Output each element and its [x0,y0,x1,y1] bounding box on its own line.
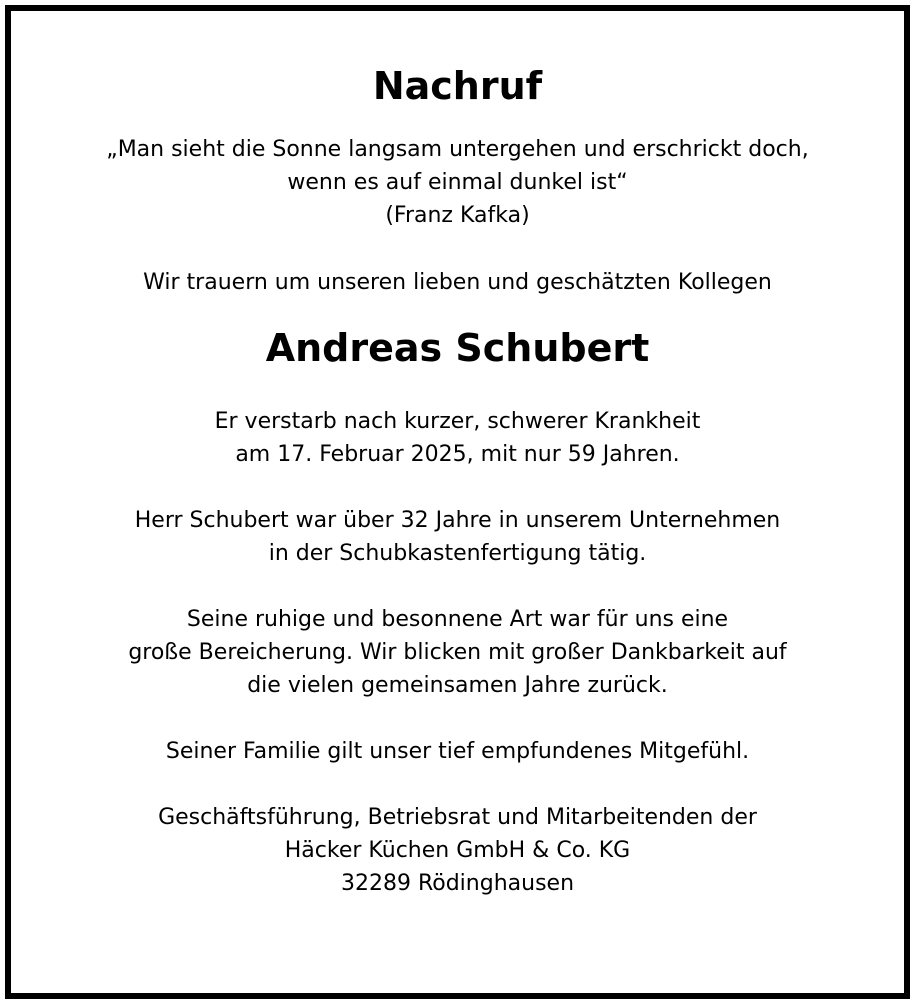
condolence-text: Seiner Familie gilt unser tief empfundenes Mitgefühl. [165,739,750,764]
death-block [11,405,904,471]
tribute-line-1: Seine ruhige und besonnene Art war für uns eine [186,607,729,632]
quote-line-2: wenn es auf einmal dunkel ist“ [287,170,628,195]
obituary-content [11,11,904,900]
tribute-block [11,603,904,702]
condolence-block [11,735,904,768]
intro-text: Wir trauern um unseren lieben und geschätzten Kollegen [143,270,772,295]
tribute-line-3: die vielen gemeinsamen Jahre zurück. [247,673,668,698]
death-line-1: Er verstarb nach kurzer, schwerer Krankheit [214,409,701,434]
signature-block [11,801,904,900]
quote-line-1: „Man sieht die Sonne langsam untergehen und erschrickt doch, [106,137,809,162]
obituary-frame [5,5,910,999]
quote-block [11,133,904,232]
signature-location: 32289 Rödinghausen [340,871,575,896]
career-line-2: in der Schubkastenfertigung tätig. [268,541,647,566]
page-title: Nachruf [372,64,543,108]
quote-author: (Franz Kafka) [385,203,530,228]
career-line-1: Herr Schubert war über 32 Jahre in unserem Unternehmen [134,508,781,533]
signature-company: Häcker Küchen GmbH & Co. KG [284,838,631,863]
intro-block [11,266,904,299]
deceased-name: Andreas Schubert [265,326,650,370]
death-line-2: am 17. Februar 2025, mit nur 59 Jahren. [235,442,680,467]
tribute-line-2: große Bereicherung. Wir blicken mit großer Dankbarkeit auf [128,640,787,665]
signature-line-1: Geschäftsführung, Betriebsrat und Mitarbeitenden der [158,805,757,830]
career-block [11,504,904,570]
